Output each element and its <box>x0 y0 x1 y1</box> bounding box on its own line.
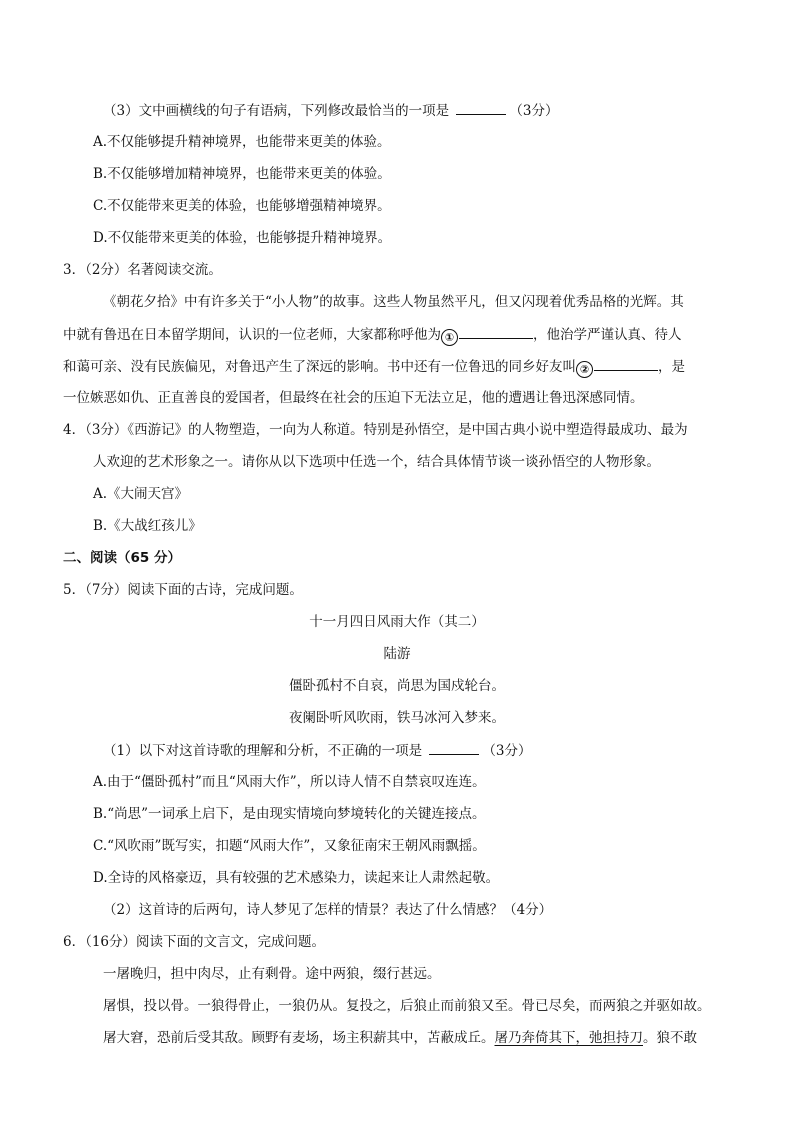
section-heading-reading: 二、阅读（65 分） <box>63 550 181 566</box>
answer-blank <box>456 101 506 115</box>
q6-paragraph-2: 屠惧，投以骨。一狼得骨止，一狼仍从。复投之，后狼止而前狼又至。骨已尽矣，而两狼之并驱如故。 <box>103 998 711 1014</box>
q4-line-2: 人欢迎的艺术形象之一。请你从以下选项中任选一个，结合具体情节谈一谈孙悟空的人物形象。 <box>93 454 660 470</box>
answer-blank-2 <box>594 357 658 371</box>
blank-number-2: ② <box>576 361 593 378</box>
poem-title: 十一月四日风雨大作（其二） <box>309 614 485 630</box>
q2-3-option-c: C.不仅能带来更美的体验，也能够增强精神境界。 <box>93 198 391 214</box>
q2-3-option-b: B.不仅能够增加精神境界，也能带来更美的体验。 <box>93 166 391 182</box>
answer-blank-1 <box>459 325 533 339</box>
q6-heading: 6．（16分）阅读下面的文言文，完成问题。 <box>63 934 326 950</box>
answer-blank <box>429 741 479 755</box>
poem-verse-1: 僵卧孤村不自哀，尚思为国戍轮台。 <box>289 678 505 694</box>
q6-paragraph-3: 屠大窘，恐前后受其敌。顾野有麦场，场主积薪其中，苫蔽成丘。屠乃奔倚其下，弛担持刀。狼不敢 <box>103 1030 697 1046</box>
q3-line-1: 《朝花夕拾》中有许多关于“小人物”的故事。这些人物虽然平凡，但又闪现着优秀品格的光辉。其 <box>103 294 684 310</box>
q5-1-option-d: D.全诗的风格豪迈，具有较强的艺术感染力，读起来让人肃然起敬。 <box>93 870 500 886</box>
underlined-sentence: 屠乃奔倚其下，弛担持刀 <box>494 1030 643 1046</box>
q5-2-stem: （2）这首诗的后两句，诗人梦见了怎样的情景？表达了什么情感？（4分） <box>103 902 553 918</box>
q4-line-1: 4．（3分）《西游记》的人物塑造，一向为人称道。特别是孙悟空，是中国古典小说中塑造得最成功、最为 <box>63 422 688 438</box>
q5-heading: 5．（7分）阅读下面的古诗，完成问题。 <box>63 582 303 598</box>
blank-number-1: ① <box>441 329 458 346</box>
q5-1-option-a: A.由于“僵卧孤村”而且“风雨大作”，所以诗人情不自禁哀叹连连。 <box>93 774 486 790</box>
poem-verse-2: 夜阑卧听风吹雨，铁马冰河入梦来。 <box>289 710 505 726</box>
q2-3-option-d: D.不仅能带来更美的体验，也能够提升精神境界。 <box>93 230 392 246</box>
q2-3-stem: （3）文中画横线的句子有语病，下列修改最恰当的一项是 （3分） <box>103 103 559 119</box>
q5-1-stem: （1）以下对这首诗歌的理解和分析，不正确的一项是 （3分） <box>103 743 532 759</box>
q3-line-3: 和蔼可亲、没有民族偏见，对鲁迅产生了深远的影响。书中还有一位鲁迅的同乡好友叫 ② ，是 <box>63 359 685 376</box>
q5-1-option-b: B.“尚思”一词承上启下，是由现实情境向梦境转化的关键连接点。 <box>93 806 486 822</box>
q4-option-a: A.《大闹天宫》 <box>93 486 189 502</box>
q3-heading: 3．（2分）名著阅读交流。 <box>63 262 222 278</box>
q6-paragraph-1: 一屠晚归，担中肉尽，止有剩骨。途中两狼，缀行甚远。 <box>103 966 441 982</box>
q4-option-b: B.《大战红孩儿》 <box>93 518 202 534</box>
q3-line-2: 中就有鲁迅在日本留学期间，认识的一位老师，大家都称呼他为 ① ，他治学严谨认真、待人 <box>63 327 682 344</box>
q3-line-4: 一位嫉恶如仇、正直善良的爱国者，但最终在社会的压迫下无法立足，他的遭遇让鲁迅深感同情。 <box>63 390 644 406</box>
q2-3-option-a: A.不仅能够提升精神境界，也能带来更美的体验。 <box>93 134 391 150</box>
q5-1-option-c: C.“风吹雨”既写实，扣题“风雨大作”，又象征南宋王朝风雨飘摇。 <box>93 838 486 854</box>
poem-author: 陆游 <box>383 646 411 662</box>
